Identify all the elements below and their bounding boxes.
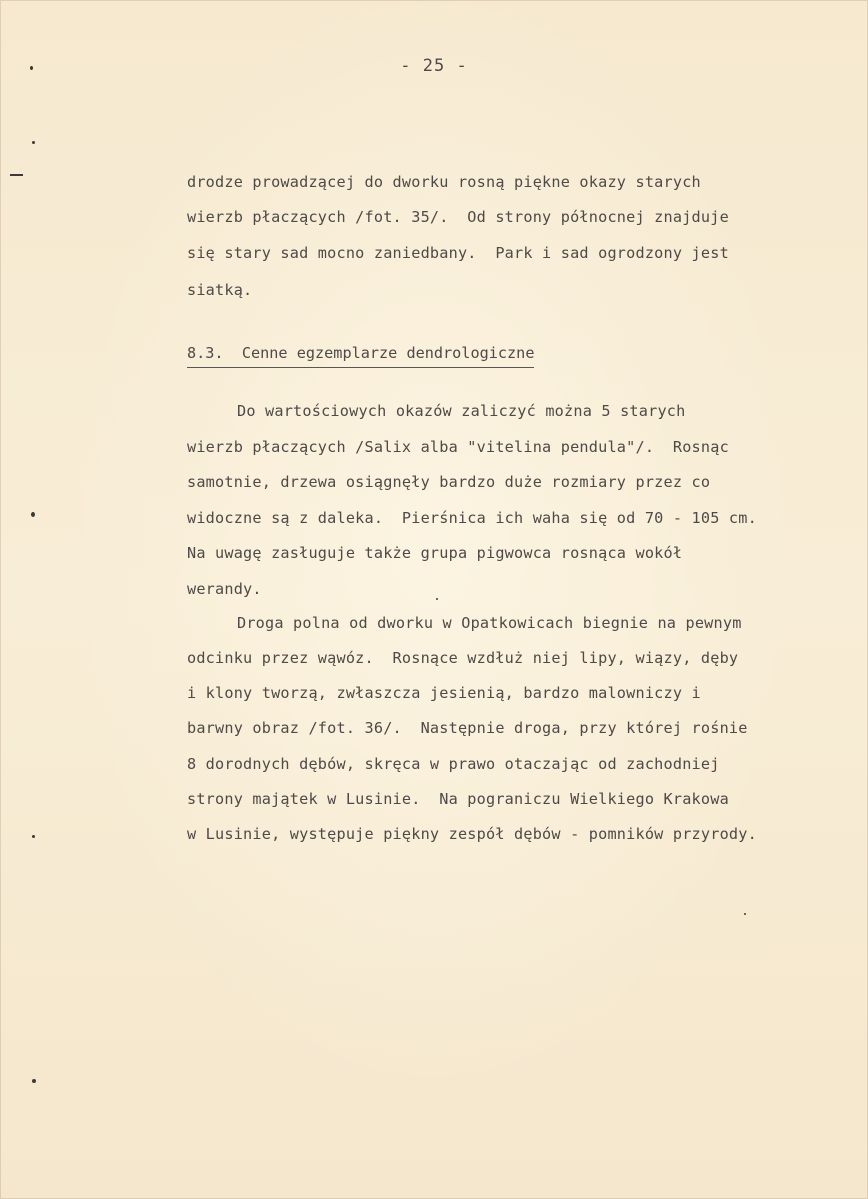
paragraph-1-line-1: drodze prowadzącej do dworku rosną piękne okazy starych <box>187 173 701 191</box>
paragraph-1-line-3: się stary sad mocno zaniedbany. Park i sad ogrodzony jest <box>187 244 729 262</box>
paragraph-3-line-3: i klony tworzą, zwłaszcza jesienią, bardzo malowniczy i <box>187 684 701 702</box>
scan-mark <box>32 141 35 144</box>
scan-mark <box>32 1079 36 1083</box>
section-heading: 8.3. Cenne egzemplarze dendrologiczne <box>187 346 534 368</box>
scan-mark <box>744 913 746 915</box>
paragraph-2-line-3: samotnie, drzewa osiągnęły bardzo duże rozmiary przez co <box>187 473 711 491</box>
scan-mark <box>32 835 35 838</box>
page-number: - 25 - <box>400 56 468 76</box>
paragraph-2-line-6: werandy. <box>187 580 262 598</box>
paragraph-3-line-2: odcinku przez wąwóz. Rosnące wzdłuż niej lipy, wiązy, dęby <box>187 649 739 667</box>
paragraph-3-line-5: 8 dorodnych dębów, skręca w prawo otaczając od zachodniej <box>187 755 720 773</box>
paragraph-3-line-7: w Lusinie, występuje piękny zespół dębów - pomników przyrody. <box>187 825 757 843</box>
paragraph-2-line-1: Do wartościowych okazów zaliczyć można 5 starych <box>237 402 686 420</box>
scan-mark <box>30 66 33 70</box>
paragraph-2-line-4: widoczne są z daleka. Pierśnica ich waha się od 70 - 105 cm. <box>187 509 757 527</box>
paragraph-3-line-6: strony majątek w Lusinie. Na pograniczu Wielkiego Krakowa <box>187 790 729 808</box>
paragraph-1-line-2: wierzb płaczących /fot. 35/. Od strony północnej znajduje <box>187 208 729 226</box>
scan-mark <box>31 512 35 517</box>
paragraph-1-line-4: siatką. <box>187 281 253 299</box>
scan-mark <box>10 174 23 176</box>
paragraph-2-line-2: wierzb płaczących /Salix alba "vitelina pendula"/. Rosnąc <box>187 438 729 456</box>
paragraph-2-line-5: Na uwagę zasługuje także grupa pigwowca rosnąca wokół <box>187 544 683 562</box>
scan-mark <box>436 598 438 600</box>
paragraph-3-line-4: barwny obraz /fot. 36/. Następnie droga, przy której rośnie <box>187 719 748 737</box>
paragraph-3-line-1: Droga polna od dworku w Opatkowicach biegnie na pewnym <box>237 614 742 632</box>
